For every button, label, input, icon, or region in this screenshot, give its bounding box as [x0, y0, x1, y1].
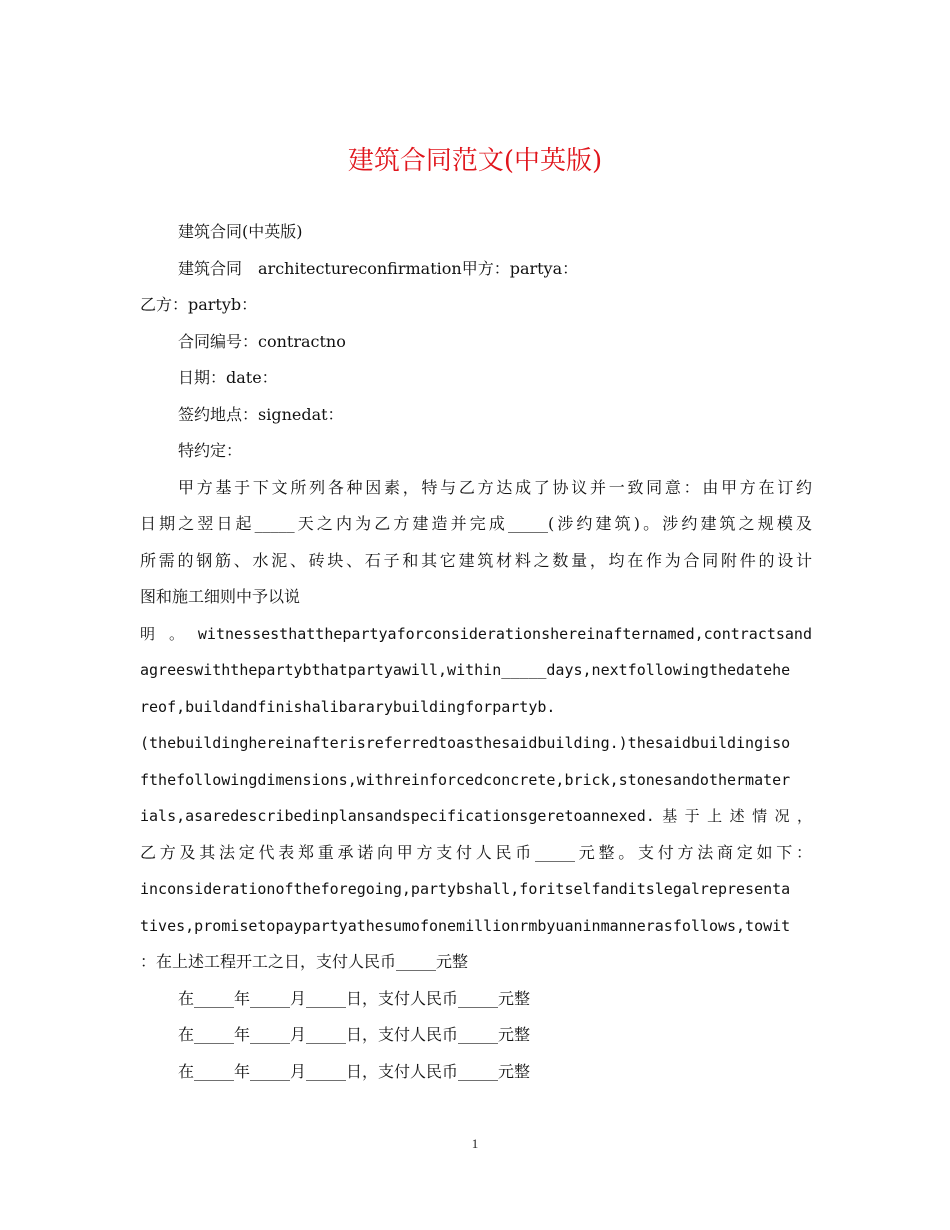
- english-clause-line: ials,asaredescribedinplansandspecificationsgeretoannexed.基于上述情况，: [140, 807, 812, 825]
- clause-line: 所需的钢筋、水泥、砖块、石子和其它建筑材料之数量，均在作为合同附件的设计: [140, 550, 812, 570]
- english-payment-line: inconsiderationoftheforegoing,partybshall,foritselfanditslegalrepresenta: [140, 880, 791, 898]
- signed-at-line: 签约地点：signedat：: [178, 404, 344, 424]
- party-a-line: 建筑合同 architectureconfirmation甲方：partya：: [178, 258, 579, 278]
- payment-schedule-line: 在_____年_____月_____日，支付人民币_____元整: [178, 1061, 531, 1081]
- english-clause-line: (thebuildinghereinafterisreferredtoasthesaidbuilding.)thesaidbuildingiso: [140, 734, 791, 752]
- english-clause-line: reof,buildandfinishalibararybuildingforpartyb.: [140, 697, 556, 716]
- payment-item-line: ：在上述工程开工之日，支付人民币_____元整: [140, 952, 469, 971]
- subtitle-line: 建筑合同(中英版): [178, 222, 303, 241]
- date-line: 日期：date：: [178, 368, 278, 387]
- english-clause-line: agreeswiththepartybthatpartyawill,within_____days,nextfollowingthedatehe: [140, 661, 791, 679]
- document-body: [140, 214, 812, 1090]
- clause-line: 日期之翌日起_____天之内为乙方建造并完成_____(涉约建筑)。涉约建筑之规模及: [140, 514, 812, 533]
- clause-line: 甲方基于下文所列各种因素，特与乙方达成了协议并一致同意：由甲方在订约: [178, 477, 812, 497]
- payment-schedule-line: 在_____年_____月_____日，支付人民币_____元整: [178, 1025, 531, 1044]
- special-terms-line: 特约定：: [178, 441, 243, 460]
- party-b-line: 乙方：partyb：: [140, 295, 258, 314]
- english-clause-line: 明。witnessesthatthepartyaforconsiderationshereinafternamed,contractsand: [140, 624, 812, 643]
- document-title: 建筑合同范文(中英版): [347, 146, 603, 176]
- page-number: 1: [471, 1136, 479, 1151]
- english-clause-line: fthefollowingdimensions,withreinforcedconcrete,brick,stonesandothermater: [140, 770, 791, 789]
- payment-schedule-line: 在_____年_____月_____日，支付人民币_____元整: [178, 988, 531, 1008]
- clause-line: 图和施工细则中予以说: [140, 587, 301, 606]
- payment-clause-line: 乙方及其法定代表郑重承诺向甲方支付人民币_____元整。支付方法商定如下：: [140, 842, 812, 862]
- english-payment-line: tives,promisetopaypartyathesumofonemillionrmbyuaninmannerasfollows,towit: [140, 916, 791, 935]
- contract-no-line: 合同编号：contractno: [178, 331, 346, 351]
